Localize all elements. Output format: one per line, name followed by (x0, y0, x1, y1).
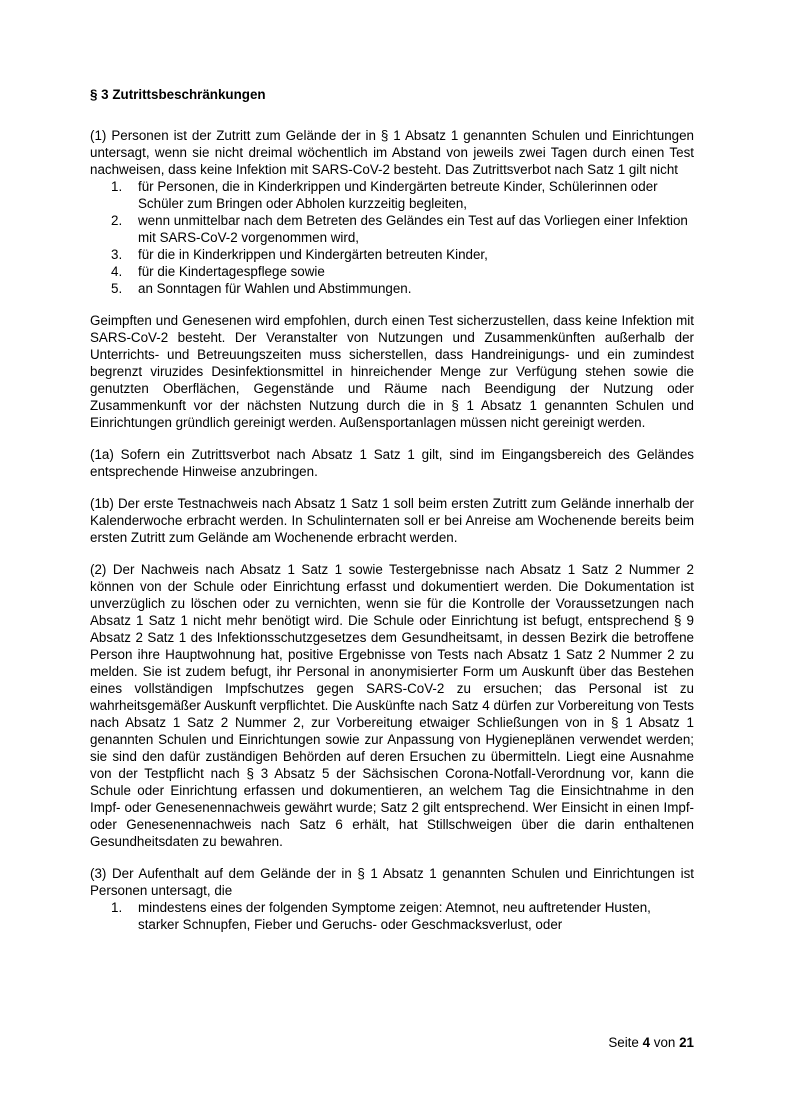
current-page-number: 4 (642, 1035, 651, 1050)
paragraph-2: (2) Der Nachweis nach Absatz 1 Satz 1 sowie Testergebnisse nach Absatz 1 Satz 2 Nummer 2 können von der Schule oder Einrichtung erfasst und dokumentiert werden. Die Dokumentation ist unverzüglich zu löschen oder zu vernichten, wenn sie für die Kontrolle der Voraussetzungen nach Absatz 1 Satz 1 nicht mehr benötigt wird. Die Schule oder Einrichtung ist befugt, entsprechend § 9 Absatz 2 Satz 1 des Infektionsschutzgesetzes dem Gesundheitsamt, in dessen Bezirk die betroffene Person ihre Hauptwohnung hat, positive Ergebnisse von Tests nach Absatz 1 Satz 2 Nummer 2 zu melden. Sie ist zudem befugt, ihr Personal in anonymisierter Form um Auskunft über das Bestehen eines vollständigen Impfschutzes gegen SARS-CoV-2 zu ersuchen; das Personal ist zu wahrheitsgemäßer Auskunft verpflichtet. Die Auskünfte nach Satz 4 dürfen zur Vorbereitung von Tests nach Absatz 1 Satz 2 Nummer 2, zur Vorbereitung etwaiger Schließungen von in § 1 Absatz 1 genannten Schulen und Einrichtungen sowie zur Anpassung von Hygieneplänen verwendet werden; sie sind den dafür zuständigen Behörden auf deren Ersuchen zu übermitteln. Liegt eine Ausnahme von der Testpflicht nach § 3 Absatz 5 der Sächsischen Corona-Notfall-Verordnung vor, kann die Schule oder Einrichtung erfassen und dokumentieren, an welchem Tag die Einsichtnahme in den Impf- oder Genesenennachweis gewährt wurde; Satz 2 gilt entsprechend. Wer Einsicht in einen Impf- oder Genesenennachweis nach Satz 6 erhält, hat Stillschweigen über die darin enthaltenen Gesundheitsdaten zu bewahren. (90, 562, 694, 849)
list-item-text: für die Kindertagespflege sowie (138, 264, 325, 279)
list-item (90, 899, 694, 933)
list-number: 3. (111, 247, 123, 262)
list-item-text: mindestens eines der folgenden Symptome zeigen: Atemnot, neu auftretender Husten, starker Schnupfen, Fieber und Geruchs- oder Geschmacksverlust, oder (138, 900, 651, 932)
paragraph-1b: (1b) Der erste Testnachweis nach Absatz 1 Satz 1 soll beim ersten Zutritt zum Gelände innerhalb der Kalenderwoche erbracht werden. In Schulinternaten soll er bei Anreise am Wochenende bereits beim ersten Zutritt zum Gelände am Wochenende erbracht werden. (90, 496, 694, 545)
total-page-count: 21 (679, 1035, 694, 1050)
exemption-list (90, 178, 694, 297)
list-item (90, 212, 694, 246)
list-number: 4. (111, 264, 123, 279)
paragraph-3-intro: (3) Der Aufenthalt auf dem Gelände der in § 1 Absatz 1 genannten Schulen und Einrichtungen ist Personen untersagt, die (90, 866, 694, 898)
list-number: 2. (111, 213, 123, 228)
list-item-text: für Personen, die in Kinderkrippen und Kindergärten betreute Kinder, Schülerinnen oder Schüler zum Bringen oder Abholen kurzzeitig begleiten, (138, 179, 658, 211)
list-item-text: wenn unmittelbar nach dem Betreten des Geländes ein Test auf das Vorliegen einer Infektion mit SARS-CoV-2 vorgenommen wird, (138, 213, 688, 245)
list-item (90, 246, 694, 263)
list-number: 5. (111, 281, 123, 296)
footer-prefix: Seite (608, 1035, 639, 1050)
list-item-text: an Sonntagen für Wahlen und Abstimmungen. (138, 281, 412, 296)
list-item-text: für die in Kinderkrippen und Kindergärten betreuten Kinder, (138, 247, 488, 262)
list-item (90, 263, 694, 280)
symptom-list (90, 899, 694, 933)
paragraph-1-intro: (1) Personen ist der Zutritt zum Gelände der in § 1 Absatz 1 genannten Schulen und Einrichtungen untersagt, wenn sie nicht dreimal wöchentlich im Abstand von jeweils zwei Tagen durch einen Test nachweisen, dass keine Infektion mit SARS-CoV-2 besteht. Das Zutrittsverbot nach Satz 1 gilt nicht (90, 128, 694, 177)
list-item (90, 280, 694, 297)
section-heading: § 3 Zutrittsbeschränkungen (90, 87, 266, 102)
list-number: 1. (111, 179, 123, 194)
paragraph-1-followup: Geimpften und Genesenen wird empfohlen, durch einen Test sicherzustellen, dass keine Infektion mit SARS-CoV-2 besteht. Der Veranstalter von Nutzungen und Zusammenkünften außerhalb der Unterrichts- und Betreuungszeiten muss sicherstellen, dass Handreinigungs- und ein zumindest begrenzt viruzides Desinfektionsmittel in hinreichender Menge zur Verfügung stehen sowie die genutzten Oberflächen, Gegenstände und Räume nach Beendigung der Nutzung oder Zusammenkunft vor der nächsten Nutzung durch die in § 1 Absatz 1 genannten Schulen und Einrichtungen gründlich gereinigt werden. Außensportanlagen müssen nicht gereinigt werden. (90, 313, 694, 430)
list-number: 1. (111, 900, 123, 915)
footer-middle: von (653, 1035, 676, 1050)
page-footer (90, 1034, 694, 1051)
paragraph-1a: (1a) Sofern ein Zutrittsverbot nach Absatz 1 Satz 1 gilt, sind im Eingangsbereich des Geländes entsprechende Hinweise anzubringen. (90, 447, 694, 479)
document-page (90, 86, 694, 933)
list-item (90, 178, 694, 212)
